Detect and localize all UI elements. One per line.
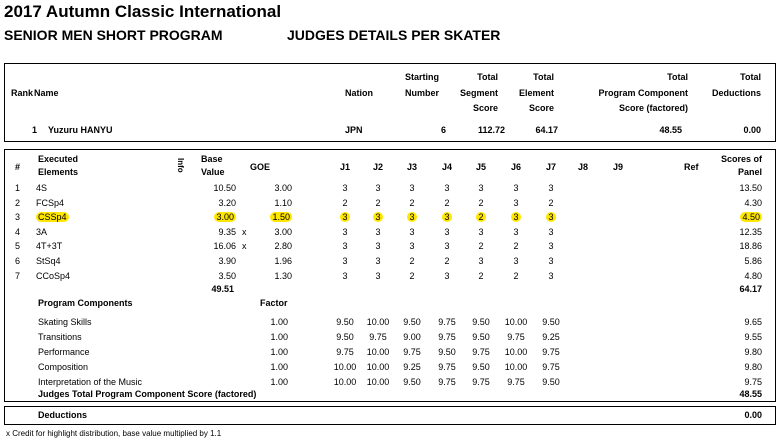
element-panel-score: 18.86 (739, 241, 762, 252)
component-judge-score: 9.50 (472, 362, 490, 372)
element-goe: 1.96 (274, 256, 292, 266)
element-num: 7 (15, 270, 21, 281)
component-judge-score: 9.75 (472, 377, 490, 387)
component-factor: 1.00 (270, 347, 288, 357)
judge-header: J7 (545, 162, 556, 172)
col-bv-1: Base (201, 154, 223, 164)
skater-tss: 112.72 (477, 125, 505, 135)
col-rank: Rank (11, 88, 34, 98)
element-judge-score-highlight: 2 (478, 212, 484, 223)
col-tss-3: Score (472, 103, 498, 113)
element-judge-score: 3 (444, 183, 450, 193)
col-bv-2: Value (201, 167, 225, 177)
component-judge-score: 9.75 (336, 347, 354, 357)
element-judge-score: 3 (342, 270, 348, 281)
component-judge-score: 9.00 (403, 332, 421, 342)
element-goe: 1.30 (274, 270, 292, 281)
components-factor-header: Factor (260, 298, 288, 308)
component-name: Skating Skills (38, 317, 92, 327)
element-base-value: 16.06 (213, 241, 236, 252)
element-judge-score: 3 (513, 183, 519, 193)
element-goe-highlight: 1.50 (272, 212, 290, 223)
element-judge-score: 2 (513, 241, 519, 252)
element-name: 3A (36, 226, 48, 237)
element-judge-score: 3 (342, 183, 348, 193)
element-goe (252, 212, 292, 222)
element-judge-score: 3 (548, 183, 554, 193)
component-judge-score: 9.50 (403, 377, 421, 387)
col-executed-2: Elements (38, 167, 79, 177)
element-judge-score: 2 (444, 197, 450, 208)
element-num: 4 (15, 226, 21, 237)
component-name: Composition (38, 362, 89, 372)
element-judge-score: 3 (409, 183, 415, 193)
col-tss-2: Segment (459, 88, 498, 98)
element-base-value-highlight: 3.00 (216, 212, 234, 223)
judge-header: J1 (339, 162, 350, 172)
col-tes-1: Total (533, 72, 554, 82)
col-tes-3: Score (528, 103, 554, 113)
judge-header: J2 (372, 162, 383, 172)
element-judge-score (469, 212, 493, 222)
element-panel-score: 4.30 (744, 197, 762, 208)
element-judge-score: 3 (375, 241, 381, 252)
col-tss-1: Total (477, 72, 498, 82)
col-pcs-3: Score (factored) (618, 103, 688, 113)
element-judge-score: 2 (478, 197, 484, 208)
element-judge-score-highlight: 3 (513, 212, 519, 223)
col-goe: GOE (250, 162, 271, 172)
component-name: Interpretation of the Music (38, 377, 143, 387)
col-name: Name (34, 88, 59, 98)
element-name: FCSp4 (36, 197, 65, 208)
component-judge-score: 10.00 (333, 362, 357, 372)
judge-header: J4 (441, 162, 452, 172)
component-judge-score: 9.50 (438, 347, 456, 357)
component-judge-score: 9.75 (507, 332, 525, 342)
skater-name: Yuzuru HANYU (48, 125, 113, 135)
element-name: 4T+3T (36, 241, 63, 252)
element-judge-score: 3 (342, 241, 348, 252)
deductions-label: Deductions (38, 410, 88, 420)
component-name: Performance (38, 347, 90, 357)
component-factor: 1.00 (270, 362, 288, 372)
element-judge-score (504, 212, 528, 222)
element-judge-score: 2 (409, 197, 415, 208)
skater-pcs: 48.55 (659, 125, 682, 135)
event-title: 2017 Autumn Classic International (4, 2, 282, 21)
element-judge-score-highlight: 3 (342, 212, 348, 223)
judge-header: J6 (510, 162, 521, 172)
element-judge-score (539, 212, 563, 222)
element-panel-score: 5.86 (744, 256, 762, 266)
element-num: 6 (15, 256, 21, 266)
element-judge-score: 3 (375, 270, 381, 281)
element-judge-score: 3 (375, 256, 381, 266)
col-start-2: Number (404, 88, 439, 98)
judge-header: J3 (406, 162, 417, 172)
element-judge-score: 3 (513, 256, 519, 266)
element-goe: 3.00 (274, 183, 292, 193)
judge-header: J9 (612, 162, 623, 172)
element-judge-score (366, 212, 390, 222)
element-panel-score: 13.50 (739, 183, 762, 193)
element-name (36, 212, 69, 222)
component-judge-score: 9.25 (542, 332, 560, 342)
element-name: 4S (36, 183, 48, 193)
component-judge-score: 9.75 (438, 317, 456, 327)
element-judge-score-highlight: 3 (548, 212, 554, 223)
element-base-value: 10.50 (213, 183, 236, 193)
component-judge-score: 9.50 (472, 332, 490, 342)
component-judge-score: 10.00 (366, 377, 390, 387)
element-judge-score (333, 212, 357, 222)
element-judge-score: 3 (513, 226, 519, 237)
deductions-box (4, 406, 776, 425)
element-judge-score: 3 (478, 183, 484, 193)
col-sop-2: Panel (737, 167, 762, 177)
component-judge-score: 10.00 (366, 347, 390, 357)
col-pcs-2: Program Component (598, 88, 688, 98)
element-base-value: 9.35 (218, 226, 236, 237)
col-ded-2: Deductions (711, 88, 761, 98)
element-panel-score: 4.80 (744, 270, 762, 281)
element-panel-score-highlight: 4.50 (742, 212, 760, 223)
footnote: x Credit for highlight distribution, base value multiplied by 1.1 (6, 429, 222, 438)
col-sop-1: Scores of (720, 154, 762, 164)
component-judge-score: 9.50 (336, 332, 354, 342)
element-judge-score: 2 (478, 241, 484, 252)
element-judge-score: 3 (375, 226, 381, 237)
component-judge-score: 10.00 (333, 377, 357, 387)
component-judge-score: 9.75 (472, 347, 490, 357)
element-base-value: 3.20 (218, 197, 236, 208)
col-ded-1: Total (740, 72, 761, 82)
component-judge-score: 10.00 (504, 362, 528, 372)
component-judge-score: 10.00 (504, 347, 528, 357)
component-judge-score: 9.75 (438, 362, 456, 372)
component-judge-score: 9.25 (403, 362, 421, 372)
element-judge-score: 3 (375, 183, 381, 193)
element-judge-score: 3 (444, 226, 450, 237)
element-num: 3 (15, 212, 21, 223)
component-panel-score: 9.65 (744, 317, 762, 327)
element-judge-score (400, 212, 424, 222)
element-judge-score-highlight: 3 (444, 212, 450, 223)
element-judge-score: 2 (342, 197, 348, 208)
component-judge-score: 9.50 (542, 377, 560, 387)
element-judge-score: 3 (548, 226, 554, 237)
element-judge-score: 2 (409, 256, 415, 266)
element-goe: 3.00 (274, 226, 292, 237)
element-judge-score: 2 (513, 270, 519, 281)
col-pcs-1: Total (667, 72, 688, 82)
col-info: Info (176, 158, 185, 173)
component-factor: 1.00 (270, 332, 288, 342)
components-total-score: 48.55 (739, 389, 762, 399)
component-judge-score: 9.50 (542, 317, 560, 327)
component-judge-score: 9.75 (403, 347, 421, 357)
components-total-label: Judges Total Program Component Score (factored) (38, 389, 257, 399)
components-title: Program Components (38, 298, 133, 308)
component-panel-score: 9.75 (744, 377, 762, 387)
element-judge-score: 3 (409, 241, 415, 252)
element-num: 5 (15, 241, 21, 252)
component-judge-score: 10.00 (504, 317, 528, 327)
element-name-highlight: CSSp4 (38, 212, 67, 223)
element-judge-score (435, 212, 459, 222)
element-credit-x: x (242, 241, 247, 252)
component-judge-score: 9.50 (472, 317, 490, 327)
skater-rank: 1 (32, 125, 38, 135)
elements-total-score: 64.17 (739, 284, 762, 294)
deductions-value: 0.00 (744, 410, 762, 420)
component-panel-score: 9.80 (744, 347, 762, 357)
element-judge-score: 3 (444, 241, 450, 252)
element-panel-score (700, 212, 762, 222)
element-judge-score: 2 (444, 256, 450, 266)
element-judge-score: 2 (548, 197, 554, 208)
segment-title: SENIOR MEN SHORT PROGRAM (4, 27, 223, 43)
element-judge-score: 3 (478, 226, 484, 237)
component-judge-score: 10.00 (366, 317, 390, 327)
element-judge-score: 2 (409, 270, 415, 281)
element-panel-score: 12.35 (739, 226, 762, 237)
component-judge-score: 9.75 (369, 332, 387, 342)
element-num: 2 (15, 197, 21, 208)
col-tes-2: Element (518, 88, 554, 98)
element-judge-score: 3 (444, 270, 450, 281)
component-judge-score: 9.50 (403, 317, 421, 327)
element-judge-score: 3 (513, 197, 519, 208)
element-base-value: 3.50 (218, 270, 236, 281)
component-factor: 1.00 (270, 317, 288, 327)
component-panel-score: 9.80 (744, 362, 762, 372)
element-judge-score: 3 (478, 256, 484, 266)
element-goe: 1.10 (274, 197, 292, 208)
component-judge-score: 9.75 (507, 377, 525, 387)
element-credit-x: x (242, 226, 247, 237)
component-judge-score: 9.75 (438, 377, 456, 387)
element-judge-score: 3 (409, 226, 415, 237)
component-factor: 1.00 (270, 377, 288, 387)
component-name: Transitions (38, 332, 82, 342)
report-title: JUDGES DETAILS PER SKATER (287, 27, 501, 43)
element-judge-score: 2 (375, 197, 381, 208)
skater-nation: JPN (345, 125, 363, 135)
element-judge-score: 3 (548, 241, 554, 252)
element-base-value: 3.90 (218, 256, 236, 266)
element-goe: 2.80 (274, 241, 292, 252)
judge-header: J8 (577, 162, 588, 172)
element-judge-score-highlight: 3 (375, 212, 381, 223)
component-judge-score: 9.75 (542, 347, 560, 357)
element-judge-score: 3 (342, 256, 348, 266)
col-start-1: Starting (404, 72, 439, 82)
component-panel-score: 9.55 (744, 332, 762, 342)
component-judge-score: 9.75 (438, 332, 456, 342)
element-judge-score: 2 (478, 270, 484, 281)
component-judge-score: 9.50 (336, 317, 354, 327)
element-judge-score-highlight: 3 (409, 212, 415, 223)
element-name: StSq4 (36, 256, 61, 266)
skater-tes: 64.17 (535, 125, 558, 135)
skater-start-number: 6 (440, 125, 446, 135)
judge-header: J5 (475, 162, 486, 172)
element-name: CCoSp4 (36, 270, 71, 281)
col-executed-1: Executed (38, 154, 79, 164)
col-nation: Nation (345, 88, 373, 98)
element-num: 1 (15, 183, 21, 193)
component-judge-score: 10.00 (366, 362, 390, 372)
element-base-value (196, 212, 236, 222)
elements-total-bv: 49.51 (211, 284, 234, 294)
element-judge-score: 3 (342, 226, 348, 237)
element-judge-score: 3 (548, 256, 554, 266)
component-judge-score: 9.75 (542, 362, 560, 372)
skater-deductions: 0.00 (743, 125, 761, 135)
col-ref: Ref (684, 162, 699, 172)
col-num: # (15, 162, 21, 172)
element-judge-score: 3 (548, 270, 554, 281)
